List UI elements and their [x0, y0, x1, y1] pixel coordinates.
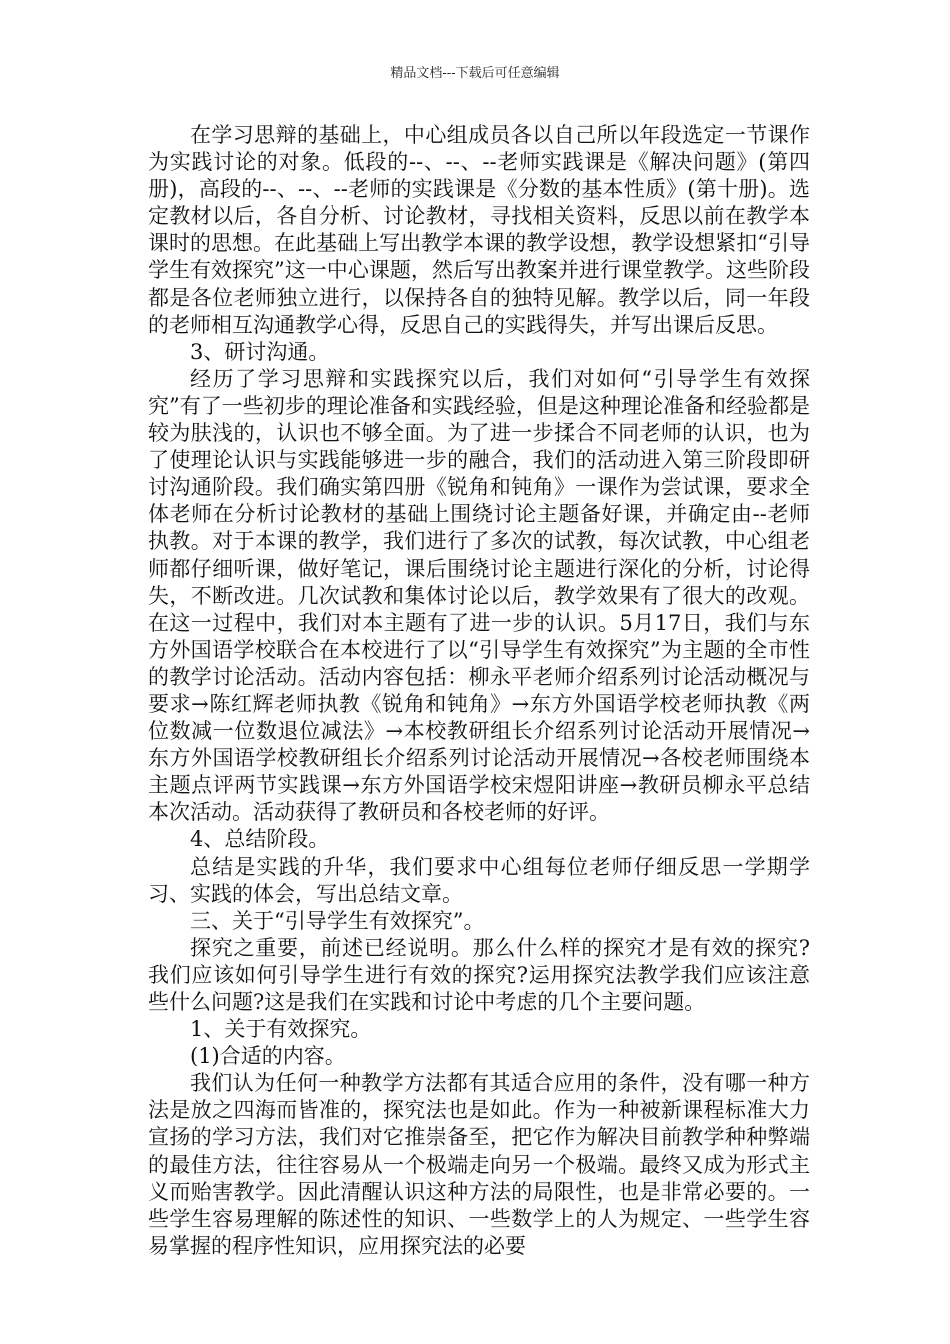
paragraph-suitable-content: 我们认为任何一种教学方法都有其适合应用的条件，没有哪一种方法是放之四海而皆准的，探究法也是如此。作为一种被新课程标准大力宣扬的学习方法，我们对它推崇备至，把它作为解决目前教学种种弊端的最佳方法，往往容易从一个极端走向另一个极端。最终又成为形式主义而贻害教学。因此清醒认识这种方法的局限性，也是非常必要的。一些学生容易理解的陈述性的知识、一些数学上的人为规定、一些学生容易掌握的程序性知识，应用探究法的必要 [148, 1071, 810, 1258]
heading-discussion-stage: 3、研讨沟通。 [190, 339, 330, 364]
paragraph-discussion-stage: 经历了学习思辩和实践探究以后，我们对如何“引导学生有效探究”有了一些初步的理论准备和实践经验，但是这种理论准备和经验都是较为肤浅的，认识也不够全面。为了进一步揉合不同老师的认识，也为了使理论认识与实践能够进一步的融合，我们的活动进入第三阶段即研讨沟通阶段。我们确实第四册《锐角和钝角》一课作为尝试课，要求全体老师在分析讨论教材的基础上围绕讨论主题备好课，并确定由--老师执教。对于本课的教学，我们进行了多次的试教，每次试教，中心组老师都仔细听课，做好笔记，课后围绕讨论主题进行深化的分析，讨论得失，不断改进。几次试教和集体讨论以后，教学效果有了很大的改观。在这一过程中，我们对本主题有了进一步的认识。5月17日，我们与东方外国语学校联合在本校进行了以“引导学生有效探究”为主题的全市性的教学讨论活动。活动内容包括：柳永平老师介绍系列讨论活动概况与要求→陈红辉老师执教《锐角和钝角》→东方外国语学校老师执教《两位数减一位数退位减法》→本校教研组长介绍系列讨论活动开展情况→东方外国语学校教研组长介绍系列讨论活动开展情况→各校老师围绕本主题点评两节实践课→东方外国语学校宋煜阳讲座→教研员柳永平总结本次活动。活动获得了教研员和各校老师的好评。 [148, 366, 810, 825]
paragraph-summary-stage: 总结是实践的升华，我们要求中心组每位老师仔细反思一学期学习、实践的体会，写出总结文章。 [148, 854, 810, 906]
heading-suitable-content: (1)合适的内容。 [190, 1044, 346, 1069]
heading-effective-inquiry: 1、关于有效探究。 [190, 1017, 372, 1042]
paragraph-inquiry-importance: 探究之重要，前述已经说明。那么什么样的探究才是有效的探究?我们应该如何引导学生进行有效的探究?运用探究法教学我们应该注意些什么问题?这是我们在实践和讨论中考虑的几个主要问题。 [148, 935, 810, 1014]
heading-summary-stage: 4、总结阶段。 [190, 827, 330, 852]
page-header: 精品文档---下载后可任意编辑 [390, 66, 560, 81]
heading-section-three: 三、关于“引导学生有效探究”。 [190, 908, 485, 933]
document-body [148, 122, 810, 1260]
paragraph-practice-stage: 在学习思辩的基础上，中心组成员各以自己所以年段选定一节课作为实践讨论的对象。低段的--、--、--老师实践课是《解决问题》(第四册)，高段的--、--、--老师的实践课是《分数的基本性质》(第十册)。选定教材以后，各自分析、讨论教材，寻找相关资料，反思以前在教学本课时的思想。在此基础上写出教学本课的教学设想，教学设想紧扣“引导学生有效探究”这一中心课题，然后写出教案并进行课堂教学。这些阶段都是各位老师独立进行，以保持各自的独特见解。教学以后，同一年段的老师相互沟通教学心得，反思自己的实践得失，并写出课后反思。 [148, 123, 810, 337]
